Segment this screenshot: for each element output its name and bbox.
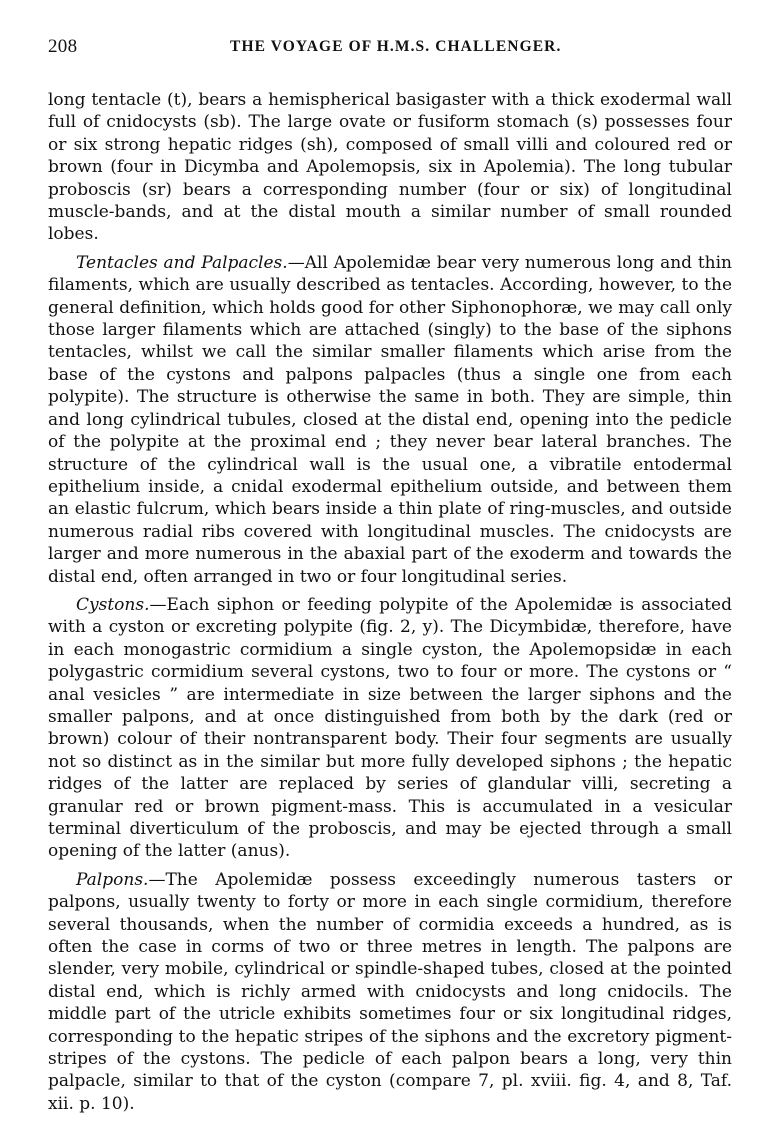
paragraph-text: —All Apolemidæ bear very numerous long and thin filaments, which are usually described as tentacles. According, however, to the general definition, which holds good for other Siphonophoræ, we may call only those larger filaments which are attached (singly) to the base of the siphons tentacles, whilst we call the similar smaller filaments which arise from the base of the cystons and palpons palpacles (thus a single one from each polypite). The structure is otherwise the same in both. They are simple, thin and long cylindrical tubules, closed at the distal end, opening into the pedicle of the polypite at the proximal end ; they never bear lateral branches. The structure of the cylindrical wall is the usual one, a vibratile entodermal epithelium inside, a cnidal exodermal epithelium outside, and between them an elastic fulcrum, which bears inside a thin plate of ring-muscles, and outside numerous radial ribs covered with longitudinal muscles. The cnidocysts are larger and more numerous in the abaxial part of the exoderm and towards the distal end, often arranged in two or four longitudinal series. xyxy=(48,252,732,587)
body-text xyxy=(48,89,732,1115)
paragraph-cystons xyxy=(48,594,732,863)
page-number: 208 xyxy=(48,36,78,57)
document-page xyxy=(48,36,732,1121)
paragraph-text: —The Apolemidæ possess exceedingly numerous tasters or palpons, usually twenty to forty or more in each single cormidium, therefore several thousands, when the number of cormidia exceeds a hundred, as is often the case in corms of two or three metres in length. The palpons are slender, very mobile, cylindrical or spindle-shaped tubes, closed at the pointed distal end, which is richly armed with cnidocysts and long cnidocils. The middle part of the utricle exhibits sometimes four or six longitudinal ridges, corresponding to the hepatic stripes of the siphons and the excretory pigment-stripes of the cystons. The pedicle of each palpon bears a long, very thin palpacle, similar to that of the cyston (compare 7, pl. xviii. fig. 4, and 8, Taf. xii. p. 10). xyxy=(48,869,732,1114)
paragraph-palpons xyxy=(48,869,732,1115)
page-header xyxy=(48,36,732,66)
paragraph-text: —Each siphon or feeding polypite of the Apolemidæ is associated with a cyston or excreting polypite (fig. 2, y). The Dicymbidæ, therefore, have in each monogastric cormidium a single cyston, the Apolemopsidæ in each polygastric cormidium several cystons, two to four or more. The cystons or “ anal vesicles ” are intermediate in size between the larger siphons and the smaller palpons, and at once distinguished from both by the dark (red or brown) colour of their nontransparent body. Their four segments are usually not so distinct as in the similar but more fully developed siphons ; the hepatic ridges of the latter are replaced by series of glandular villi, secreting a granular red or brown pigment-mass. This is accumulated in a vesicular terminal diverticulum of the proboscis, and may be ejected through a small opening of the latter (anus). xyxy=(48,594,732,862)
section-heading: Tentacles and Palpacles. xyxy=(76,252,288,273)
paragraph-tentacles-and-palpacles xyxy=(48,252,732,588)
section-heading: Palpons. xyxy=(76,869,149,890)
paragraph-text: long tentacle (t), bears a hemispherical basigaster with a thick exodermal wall full of cnidocysts (sb). The large ovate or fusiform stomach (s) possesses four or six strong hepatic ridges (sh), composed of small villi and coloured red or brown (four in Dicymba and Apolemopsis, six in Apolemia). The long tubular proboscis (sr) bears a corresponding number (four or six) of longitudinal muscle-bands, and at the distal mouth a similar number of small rounded lobes. xyxy=(48,90,732,245)
section-heading: Cystons. xyxy=(76,594,150,615)
paragraph-continuation xyxy=(48,89,732,246)
running-title: THE VOYAGE OF H.M.S. CHALLENGER. xyxy=(230,38,562,55)
